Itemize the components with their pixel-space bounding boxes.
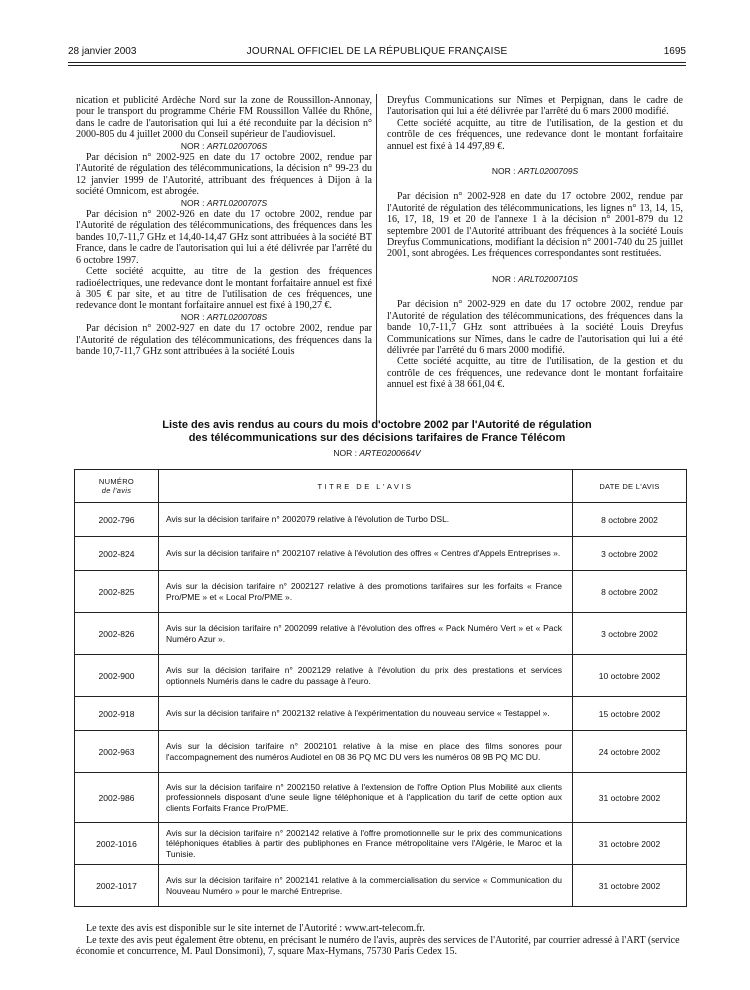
table-row — [75, 823, 687, 865]
column-header-title: TITRE DE L'AVIS — [159, 470, 573, 503]
avis-number: 2002-986 — [75, 773, 159, 823]
avis-title: Avis sur la décision tarifaire n° 2002150 relative à l'extension de l'offre Option Plus Mobilité aux clients professionnels disposant d'une seule ligne téléphonique et à l'application du tarif de cette option aux clients Forfaits France Pro/PME. — [159, 773, 573, 823]
table-row — [75, 655, 687, 697]
left-column — [76, 95, 372, 357]
nor-code: ARTL0200709S — [517, 166, 579, 177]
avis-title: Avis sur la décision tarifaire n° 2002107 relative à l'évolution des offres « Centres d'Appels Entreprises ». — [159, 537, 573, 571]
nor-prefix: NOR : — [333, 448, 360, 458]
header-text: NUMÉRO — [98, 477, 135, 486]
avis-date: 3 octobre 2002 — [573, 613, 687, 655]
avis-date: 10 octobre 2002 — [573, 655, 687, 697]
nor-prefix: NOR : — [491, 166, 518, 177]
list-nor-reference — [68, 448, 686, 458]
table-header-row — [75, 470, 687, 503]
table-row — [75, 571, 687, 613]
paragraph: Par décision n° 2002-927 en date du 17 octobre 2002, rendue par l'Autorité de régulation des télécommunications, des fréquences dans la bande 10,7-11,7 GHz sont attribuées à la société Louis — [76, 323, 372, 357]
header-date: 28 janvier 2003 — [68, 46, 137, 57]
table-row — [75, 503, 687, 537]
avis-date: 31 octobre 2002 — [573, 823, 687, 865]
list-title-line: des télécommunications sur des décisions tarifaires de France Télécom — [188, 432, 566, 444]
footer-line: Le texte des avis peut également être obtenu, en précisant le numéro de l'avis, auprès des services de l'Autorité, par courrier adressé à l'ART (service économie et concurrence, M. Paul Donsimoni), 7, square Max-Hymans, 75730 Paris Cedex 15. — [76, 934, 680, 957]
nor-reference — [76, 312, 372, 323]
avis-title: Avis sur la décision tarifaire n° 2002101 relative à la mise en place des films sonores pour l'accompagnement des numéros Audiotel en 08 36 PQ MC DU vers les numéros 08 9B PQ MC DU. — [159, 731, 573, 773]
nor-code: ARTL0200708S — [206, 311, 268, 322]
nor-code: ARTL0200707S — [206, 197, 268, 208]
paragraph: Par décision n° 2002-929 en date du 17 octobre 2002, rendue par l'Autorité de régulation des télécommunications, des fréquences dans la bande 10,7-11,7 GHz sont attribuées à la société Louis Dreyfus Communications sur Nîmes, dans le cadre de l'autorisation qui lui a été délivrée par l'arrêté du 6 mars 2000 modifié. — [387, 299, 683, 356]
table-body — [75, 503, 687, 907]
nor-reference — [387, 274, 683, 285]
paragraph: Dreyfus Communications sur Nîmes et Perpignan, dans le cadre de l'autorisation qui lui a été délivrée par l'arrêté du 6 mars 2000 modifié. — [387, 95, 683, 118]
avis-title: Avis sur la décision tarifaire n° 2002142 relative à l'offre promotionnelle sur le prix des communications téléphoniques établies à partir des publiphones en France métropolitaine vers l'Algérie, le Maroc et la Tunisie. — [159, 823, 573, 865]
avis-date: 24 octobre 2002 — [573, 731, 687, 773]
table-row — [75, 537, 687, 571]
avis-number: 2002-900 — [75, 655, 159, 697]
table-row — [75, 865, 687, 907]
footer-note — [76, 923, 686, 958]
avis-number: 2002-825 — [75, 571, 159, 613]
avis-date: 3 octobre 2002 — [573, 537, 687, 571]
column-header-date: DATE DE L'AVIS — [573, 470, 687, 503]
page-number: 1695 — [663, 46, 686, 57]
avis-number: 2002-796 — [75, 503, 159, 537]
avis-number: 2002-826 — [75, 613, 159, 655]
nor-reference — [387, 166, 683, 177]
avis-title: Avis sur la décision tarifaire n° 2002127 relative à des promotions tarifaires sur les forfaits « France Pro/PME » et « Local Pro/PME ». — [159, 571, 573, 613]
header-rule — [68, 62, 686, 63]
avis-table — [74, 469, 687, 907]
table-row — [75, 697, 687, 731]
table-row — [75, 731, 687, 773]
column-header-number — [75, 470, 159, 503]
avis-number: 2002-963 — [75, 731, 159, 773]
avis-date: 31 octobre 2002 — [573, 865, 687, 907]
avis-date: 15 octobre 2002 — [573, 697, 687, 731]
avis-title: Avis sur la décision tarifaire n° 2002099 relative à l'évolution des offres « Pack Numéro Vert » et « Pack Numéro Azur ». — [159, 613, 573, 655]
page-header — [68, 46, 686, 60]
footer-line: Le texte des avis est disponible sur le site internet de l'Autorité : www.art-telecom.fr. — [86, 923, 425, 934]
journal-title: JOURNAL OFFICIEL DE LA RÉPUBLIQUE FRANÇAISE — [246, 46, 508, 57]
avis-title: Avis sur la décision tarifaire n° 2002079 relative à l'évolution de Turbo DSL. — [159, 503, 573, 537]
nor-prefix: NOR : — [180, 197, 207, 208]
avis-date: 8 octobre 2002 — [573, 571, 687, 613]
avis-number: 2002-824 — [75, 537, 159, 571]
avis-number: 2002-1017 — [75, 865, 159, 907]
nor-code: ARLT0200710S — [518, 273, 578, 284]
paragraph: Cette société acquitte, au titre de l'utilisation, de la gestion et du contrôle de ces fréquences, une redevance dont le montant forfaitaire annuel est fixé à 38 661,04 €. — [387, 356, 683, 391]
paragraph: Par décision n° 2002-928 en date du 17 octobre 2002, rendue par l'Autorité de régulation des télécommunications, les lignes n° 13, 14, 15, 16, 17, 18, 19 et 20 de l'annexe 1 à la décision n° 2001-879 du 12 septembre 2001 de l'Autorité attribuant des fréquences à la société Louis Dreyfus Communications, modifiant la décision n° 2001-740 du 25 juillet 2001, sont abrogées. Les fréquences correspondantes sont restituées. — [387, 191, 683, 260]
paragraph: Cette société acquitte, au titre de l'utilisation, de la gestion et du contrôle de ces fréquences, une redevance dont le montant forfaitaire annuel est fixé à 14 497,89 €. — [387, 117, 683, 152]
header-text: de l'avis — [101, 486, 132, 495]
table-row — [75, 613, 687, 655]
paragraph: Par décision n° 2002-926 en date du 17 octobre 2002, rendue par l'Autorité de régulation des télécommunications, des fréquences dans les bandes 10,7-11,7 GHz et 14,40-14,47 GHz sont attribuées à la société BT France, dans le cadre de l'autorisation qui lui a été délivrée par l'arrêté du 6 octobre 1997. — [76, 209, 372, 266]
list-title-line: Liste des avis rendus au cours du mois d'octobre 2002 par l'Autorité de régulation — [162, 419, 592, 431]
nor-code: ARTE0200664V — [359, 448, 421, 458]
nor-prefix: NOR : — [180, 311, 207, 322]
paragraph: Par décision n° 2002-925 en date du 17 octobre 2002, rendue par l'Autorité de régulation des télécommunications, la décision n° 99-23 du 12 janvier 1999 de l'Autorité, attribuant des fréquences à Dijon à la société Omnicom, est abrogée. — [76, 152, 372, 198]
paragraph: nication et publicité Ardèche Nord sur la zone de Roussillon-Annonay, pour le transport du programme Chérie FM Roussillon Vallée du Rhône, dans le cadre de l'autorisation qui lui a été reconduite par la décision n° 2000-805 du 4 juillet 2000 du Conseil supérieur de l'audiovisuel. — [76, 95, 372, 141]
list-title — [68, 419, 686, 445]
avis-title: Avis sur la décision tarifaire n° 2002141 relative à la commercialisation du service « Communication du Nouveau Numéro » pour le marché Entreprise. — [159, 865, 573, 907]
nor-reference — [76, 198, 372, 209]
right-column — [387, 95, 683, 391]
avis-number: 2002-1016 — [75, 823, 159, 865]
header-rule-double — [68, 65, 686, 66]
nor-code: ARTL0200706S — [206, 140, 268, 151]
nor-reference — [76, 141, 372, 152]
avis-number: 2002-918 — [75, 697, 159, 731]
avis-title: Avis sur la décision tarifaire n° 2002129 relative à l'évolution du prix des prestations et services optionnels Numéris dans le cadre du passage à l'euro. — [159, 655, 573, 697]
table-row — [75, 773, 687, 823]
nor-prefix: NOR : — [180, 140, 207, 151]
avis-date: 8 octobre 2002 — [573, 503, 687, 537]
paragraph: Cette société acquitte, au titre de la gestion des fréquences radioélectriques, une redevance dont le montant forfaitaire annuel est fixé à 305 € par site, et au titre de l'utilisation de ces fréquences, une redevance dont le montant forfaitaire annuel est fixé à 190,27 €. — [76, 266, 372, 312]
avis-title: Avis sur la décision tarifaire n° 2002132 relative à l'expérimentation du nouveau service « Testappel ». — [159, 697, 573, 731]
column-divider — [376, 94, 377, 420]
nor-prefix: NOR : — [492, 273, 519, 284]
avis-date: 31 octobre 2002 — [573, 773, 687, 823]
